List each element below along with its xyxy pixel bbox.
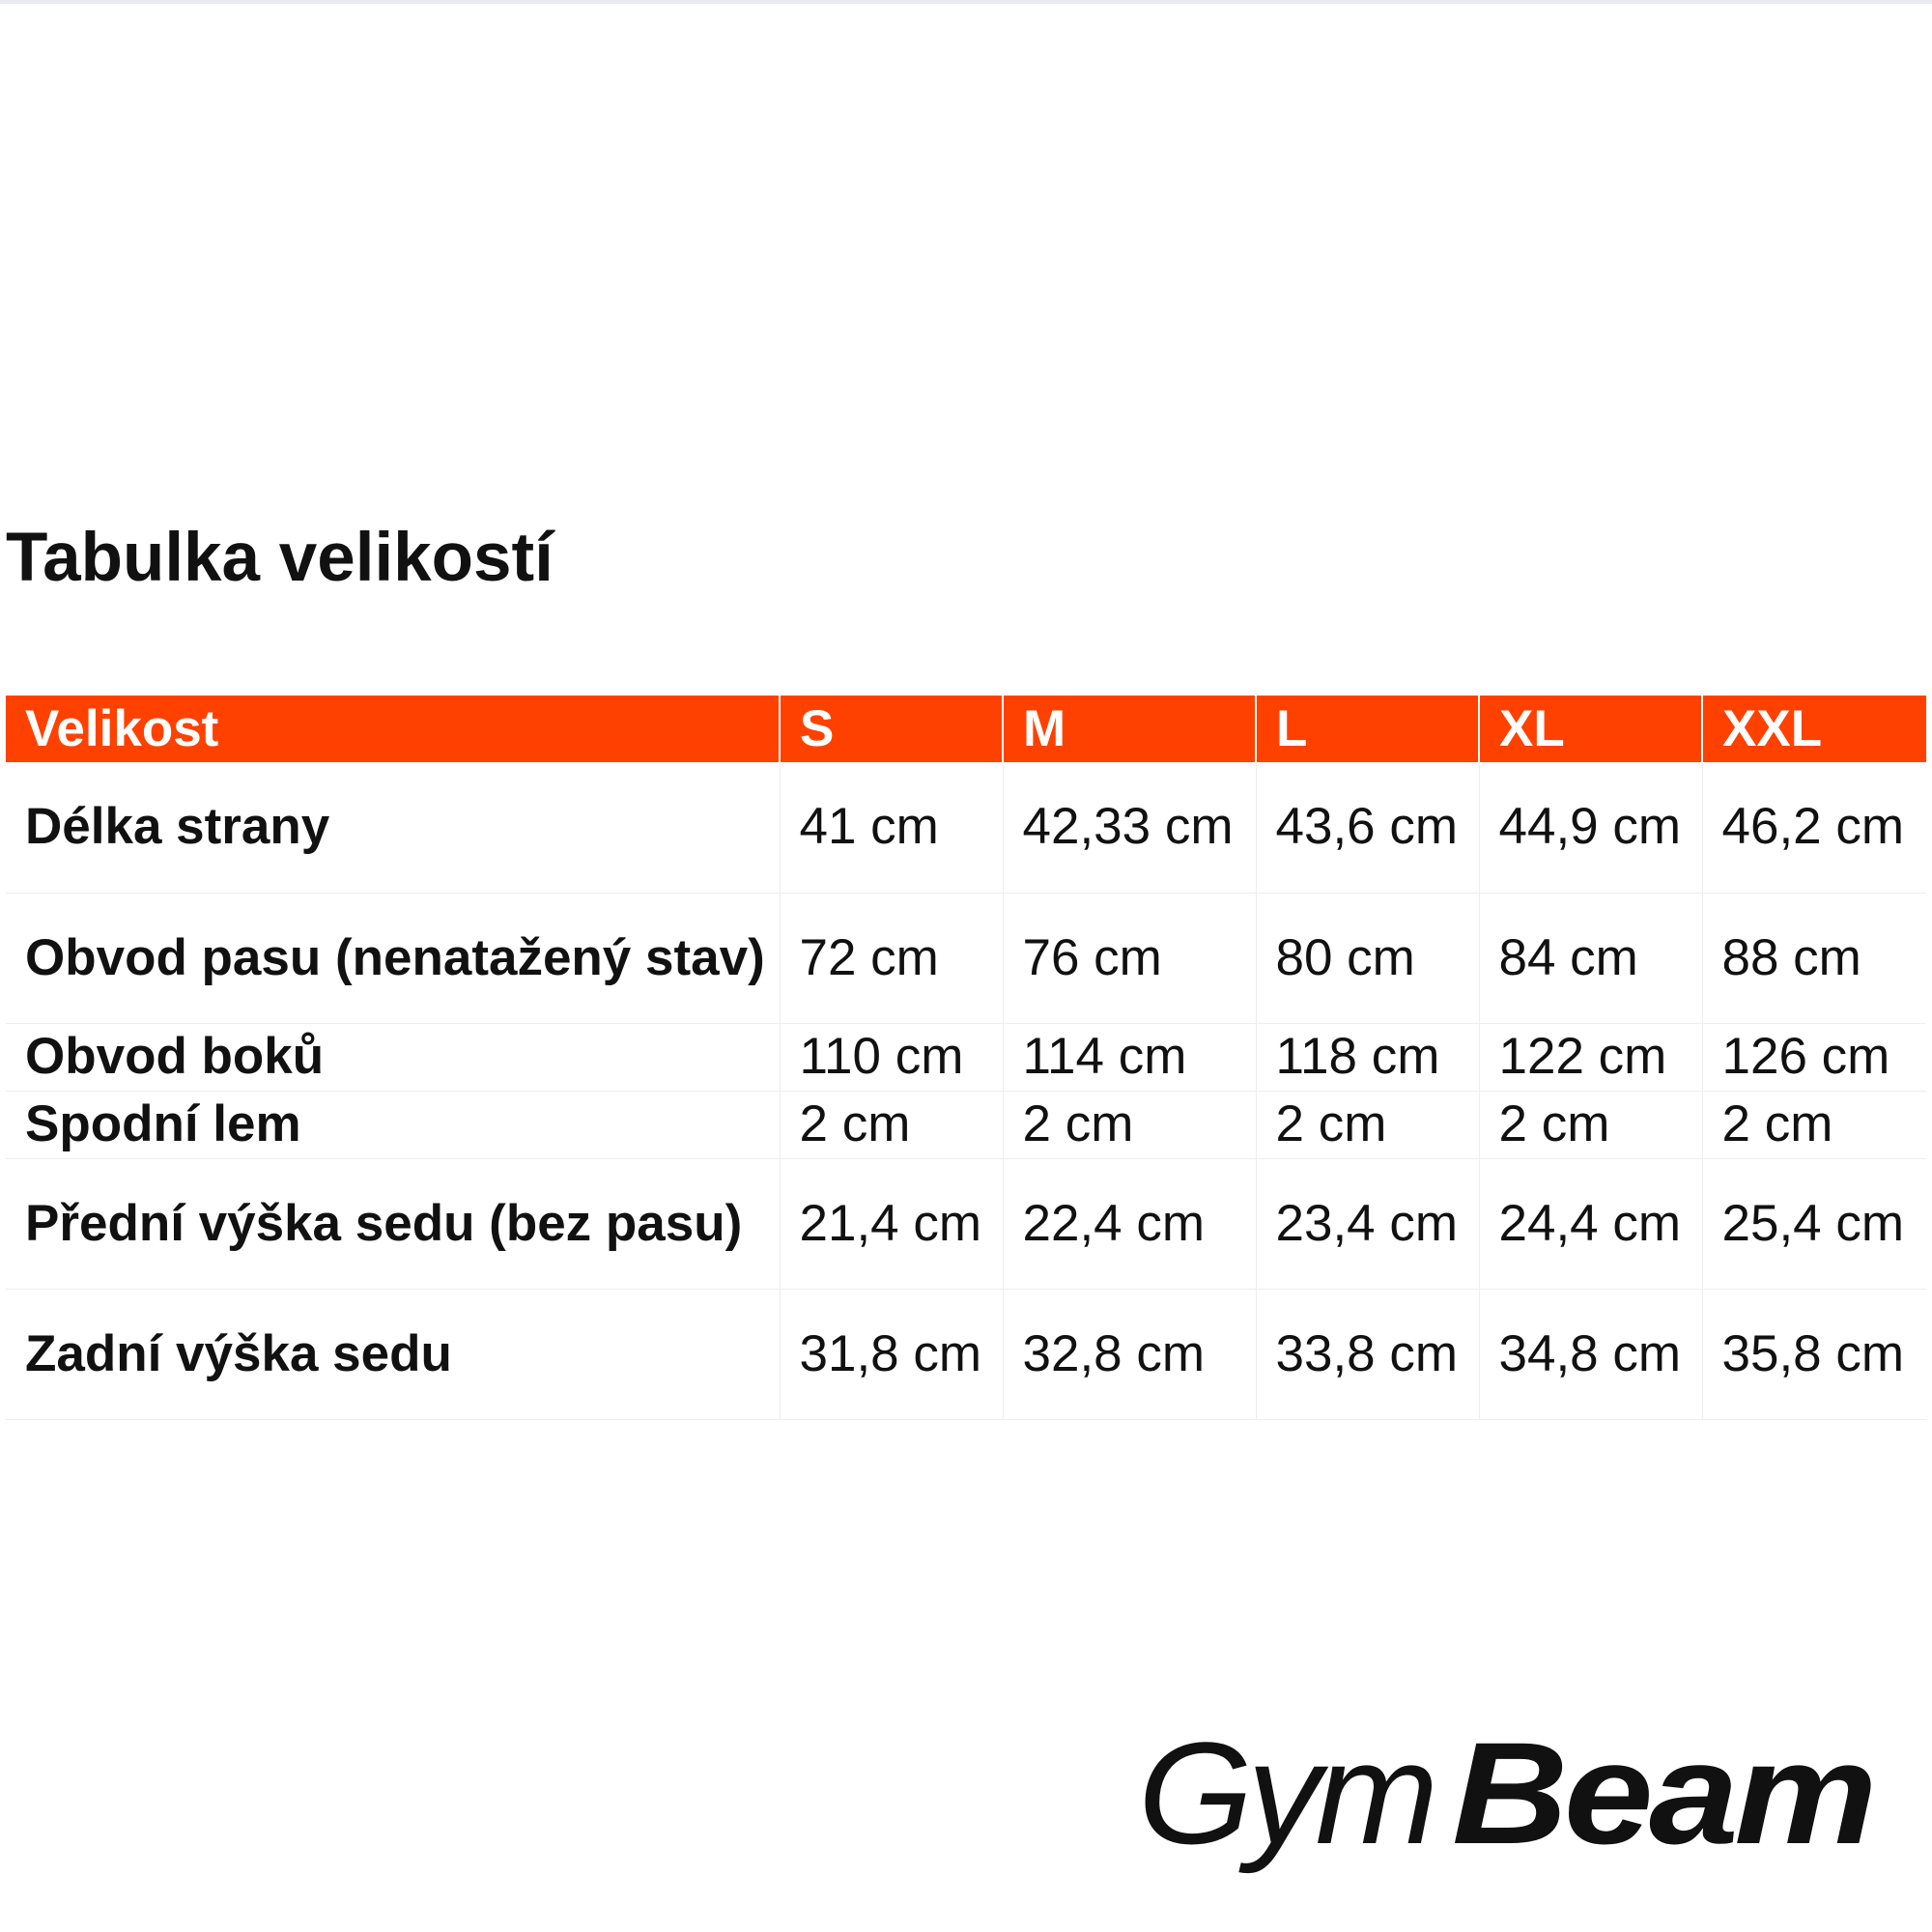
table-header-row: [6, 696, 1926, 762]
logo-text-beam: Beam: [1452, 1727, 1873, 1874]
table-row: [6, 1158, 1926, 1289]
header-size-l: L: [1256, 696, 1479, 762]
table-cell: 34,8 cm: [1479, 1289, 1702, 1419]
table-cell: 2 cm: [780, 1091, 1003, 1158]
table-row: [6, 762, 1926, 893]
header-size-label: Velikost: [6, 696, 780, 762]
table-row: [6, 1289, 1926, 1419]
table-cell: 80 cm: [1256, 893, 1479, 1023]
table-cell: 23,4 cm: [1256, 1158, 1479, 1289]
table-cell: 2 cm: [1256, 1091, 1479, 1158]
header-size-xl: XL: [1479, 696, 1702, 762]
table-cell: 42,33 cm: [1003, 762, 1256, 893]
table-cell: 46,2 cm: [1702, 762, 1926, 893]
row-label: Zadní výška sedu: [6, 1289, 780, 1419]
table-cell: 2 cm: [1702, 1091, 1926, 1158]
table-cell: 114 cm: [1003, 1023, 1256, 1091]
table-cell: 43,6 cm: [1256, 762, 1479, 893]
table-row: [6, 893, 1926, 1023]
table-cell: 84 cm: [1479, 893, 1702, 1023]
table-cell: 110 cm: [780, 1023, 1003, 1091]
table-cell: 41 cm: [780, 762, 1003, 893]
row-label: Spodní lem: [6, 1091, 780, 1158]
header-size-s: S: [780, 696, 1003, 762]
table-cell: 76 cm: [1003, 893, 1256, 1023]
row-label: Přední výška sedu (bez pasu): [6, 1158, 780, 1289]
table-cell: 118 cm: [1256, 1023, 1479, 1091]
table-cell: 122 cm: [1479, 1023, 1702, 1091]
table-row: [6, 1091, 1926, 1158]
table-cell: 88 cm: [1702, 893, 1926, 1023]
row-label: Obvod boků: [6, 1023, 780, 1091]
table-cell: 44,9 cm: [1479, 762, 1702, 893]
header-size-m: M: [1003, 696, 1256, 762]
table-cell: 33,8 cm: [1256, 1289, 1479, 1419]
table-cell: 32,8 cm: [1003, 1289, 1256, 1419]
table-cell: 24,4 cm: [1479, 1158, 1702, 1289]
row-label: Délka strany: [6, 762, 780, 893]
top-border: [0, 0, 1932, 4]
table-cell: 35,8 cm: [1702, 1289, 1926, 1419]
table-cell: 25,4 cm: [1702, 1158, 1926, 1289]
page-title: Tabulka velikostí: [6, 520, 554, 596]
table-row: [6, 1023, 1926, 1091]
header-size-xxl: XXL: [1702, 696, 1926, 762]
table-cell: 126 cm: [1702, 1023, 1926, 1091]
row-label: Obvod pasu (nenatažený stav): [6, 893, 780, 1023]
logo-text-gym: Gym: [1138, 1727, 1433, 1874]
table-cell: 22,4 cm: [1003, 1158, 1256, 1289]
table-cell: 2 cm: [1003, 1091, 1256, 1158]
gymbeam-logo: [1138, 1727, 1875, 1887]
table-cell: 2 cm: [1479, 1091, 1702, 1158]
table-cell: 31,8 cm: [780, 1289, 1003, 1419]
table-cell: 72 cm: [780, 893, 1003, 1023]
table-cell: 21,4 cm: [780, 1158, 1003, 1289]
size-chart-table: [6, 696, 1926, 1420]
